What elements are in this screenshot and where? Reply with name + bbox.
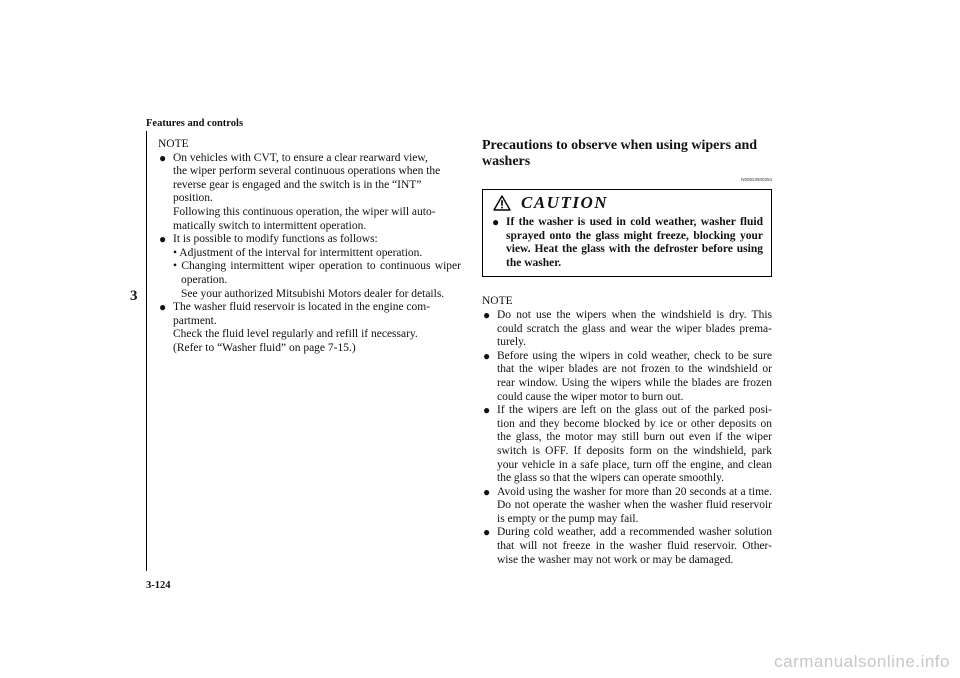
note-line: (Refer to “Washer fluid” on page 7-15.)	[173, 341, 356, 354]
caution-list	[491, 216, 763, 270]
warning-triangle-icon	[493, 195, 511, 211]
note-item: ● Do not use the wipers when the windshield is dry. This could scratch the glass and wear the wiper blades prema-turely.	[482, 309, 772, 350]
note-line: the wiper perform several continuous operations when the	[173, 165, 441, 178]
note-line: position.	[173, 192, 213, 205]
note-subitem: • Adjustment of the interval for intermittent operation.	[173, 246, 423, 259]
section-header: Features and controls	[146, 118, 244, 129]
note-block	[482, 295, 772, 567]
note-item	[158, 233, 461, 301]
watermark: carmanualsonline.info	[774, 652, 950, 671]
section-title: Precautions to observe when using wipers and washers	[482, 138, 758, 169]
note-item	[158, 152, 461, 234]
caution-box	[482, 189, 772, 277]
right-column	[482, 138, 772, 567]
note-line: ● The washer fluid reservoir is located in the engine com-	[173, 301, 431, 314]
chapter-number: 3	[130, 288, 138, 304]
left-column	[158, 138, 461, 356]
caution-header	[491, 194, 763, 212]
note-list	[158, 152, 461, 356]
note-line: reverse gear is engaged and the switch is in the “INT”	[173, 178, 422, 191]
note-line: ● On vehicles with CVT, to ensure a clear rearward view,	[173, 151, 428, 164]
note-line: Check the fluid level regularly and refill if necessary.	[173, 328, 418, 341]
note-item: ● Before using the wipers in cold weather, check to be sure that the wiper blades are not frozen to the windshield or rear window. Using the wipers while the blades are frozen could cause the wiper motor to burn out.	[482, 350, 772, 404]
caution-title: CAUTION	[521, 193, 609, 213]
note-list	[482, 309, 772, 567]
note-label: NOTE	[482, 295, 513, 308]
note-line: partment.	[173, 314, 217, 327]
note-line: matically switch to intermittent operation.	[173, 219, 367, 232]
note-line: ● It is possible to modify functions as follows:	[173, 233, 378, 246]
note-item	[158, 301, 461, 355]
note-item: ● If the wipers are left on the glass out of the parked posi-tion and they become blocked by ice or other deposits on the glass, the motor may still burn out even if the wiper switch is OFF. If deposits form on the windshield, park your vehicle in a safe place, turn off the engine, and clean the glass so that the wipers can operate smoothly.	[482, 404, 772, 486]
chapter-divider-line	[146, 131, 147, 571]
note-item: ● During cold weather, add a recommended washer solution that will not freeze in the washer fluid reservoir. Other-wise the washer may not work or may be damaged.	[482, 526, 772, 567]
page-number: 3-124	[146, 580, 171, 591]
caution-item: ● If the washer is used in cold weather, washer fluid sprayed onto the glass might freeze, blocking your view. Heat the glass with the defroster before using the washer.	[491, 216, 763, 270]
note-line: Following this continuous operation, the wiper will auto-	[173, 205, 436, 218]
note-subitem: • Changing intermittent wiper operation to continuous wiper operation.	[173, 260, 461, 286]
reference-code: N00523500254	[741, 177, 772, 182]
note-item: ● Avoid using the washer for more than 20 seconds at a time. Do not operate the washer when the washer fluid reservoir is empty or the pump may fail.	[482, 486, 772, 527]
note-label: NOTE	[158, 138, 189, 150]
note-subitem-continuation: See your authorized Mitsubishi Motors dealer for details.	[181, 287, 445, 300]
